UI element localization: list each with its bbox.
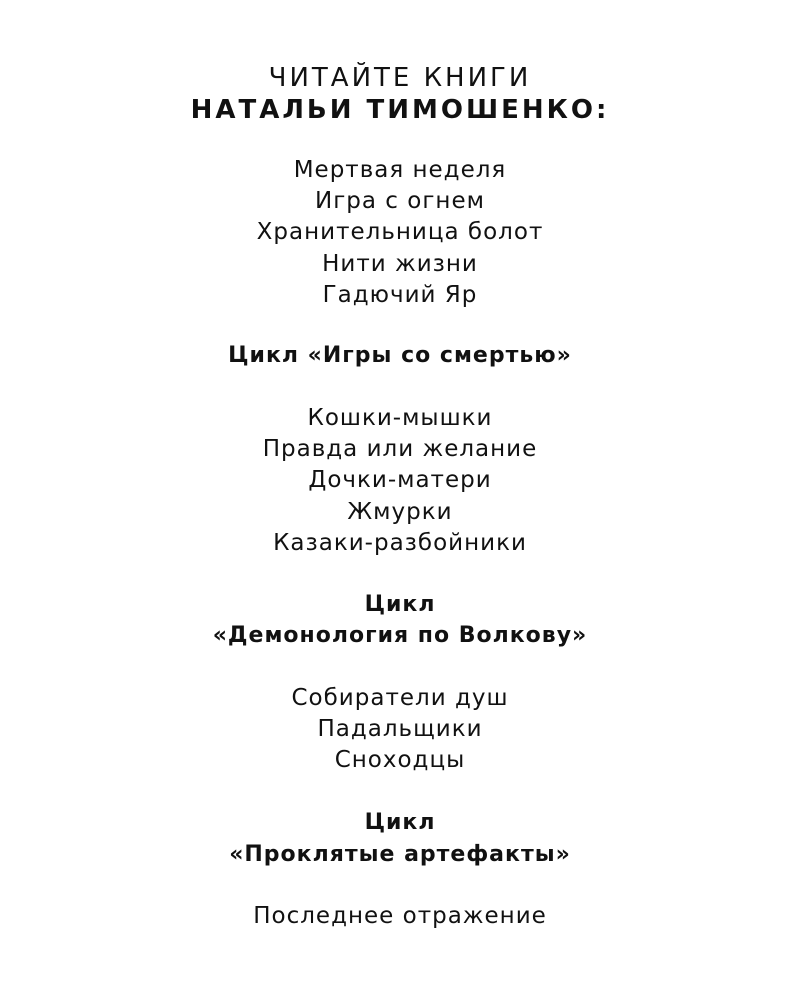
book-title: Последнее отражение (253, 903, 547, 929)
cycle-title-demonology: «Демонология по Волкову» (212, 623, 588, 648)
book-title: Правда или желание (262, 436, 538, 462)
book-title: Казаки-разбойники (273, 530, 527, 556)
book-title: Жмурки (347, 499, 453, 525)
cycle-label: Цикл (364, 810, 436, 835)
book-title: Дочки-матери (308, 467, 492, 493)
cycle-label: Цикл (364, 592, 436, 617)
heading-line-2: НАТАЛЬИ ТИМОШЕНКО: (190, 95, 610, 125)
page-heading (0, 62, 800, 126)
book-title: Нити жизни (322, 251, 478, 277)
cycle-title-games-with-death: Цикл «Игры со смертью» (228, 343, 572, 368)
book-title: Гадючий Яр (322, 282, 478, 308)
book-title: Игра с огнем (315, 188, 485, 214)
book-title: Хранительница болот (256, 219, 544, 245)
book-title: Собиратели душ (291, 685, 509, 711)
book-title: Кошки-мышки (307, 405, 493, 431)
book-title: Падальщики (317, 716, 483, 742)
book-title: Мертвая неделя (293, 157, 507, 183)
book-title: Сноходцы (334, 747, 466, 773)
heading-line-1: ЧИТАЙТЕ КНИГИ (268, 63, 532, 93)
cycle-title-cursed-artifacts: «Проклятые артефакты» (229, 842, 571, 867)
